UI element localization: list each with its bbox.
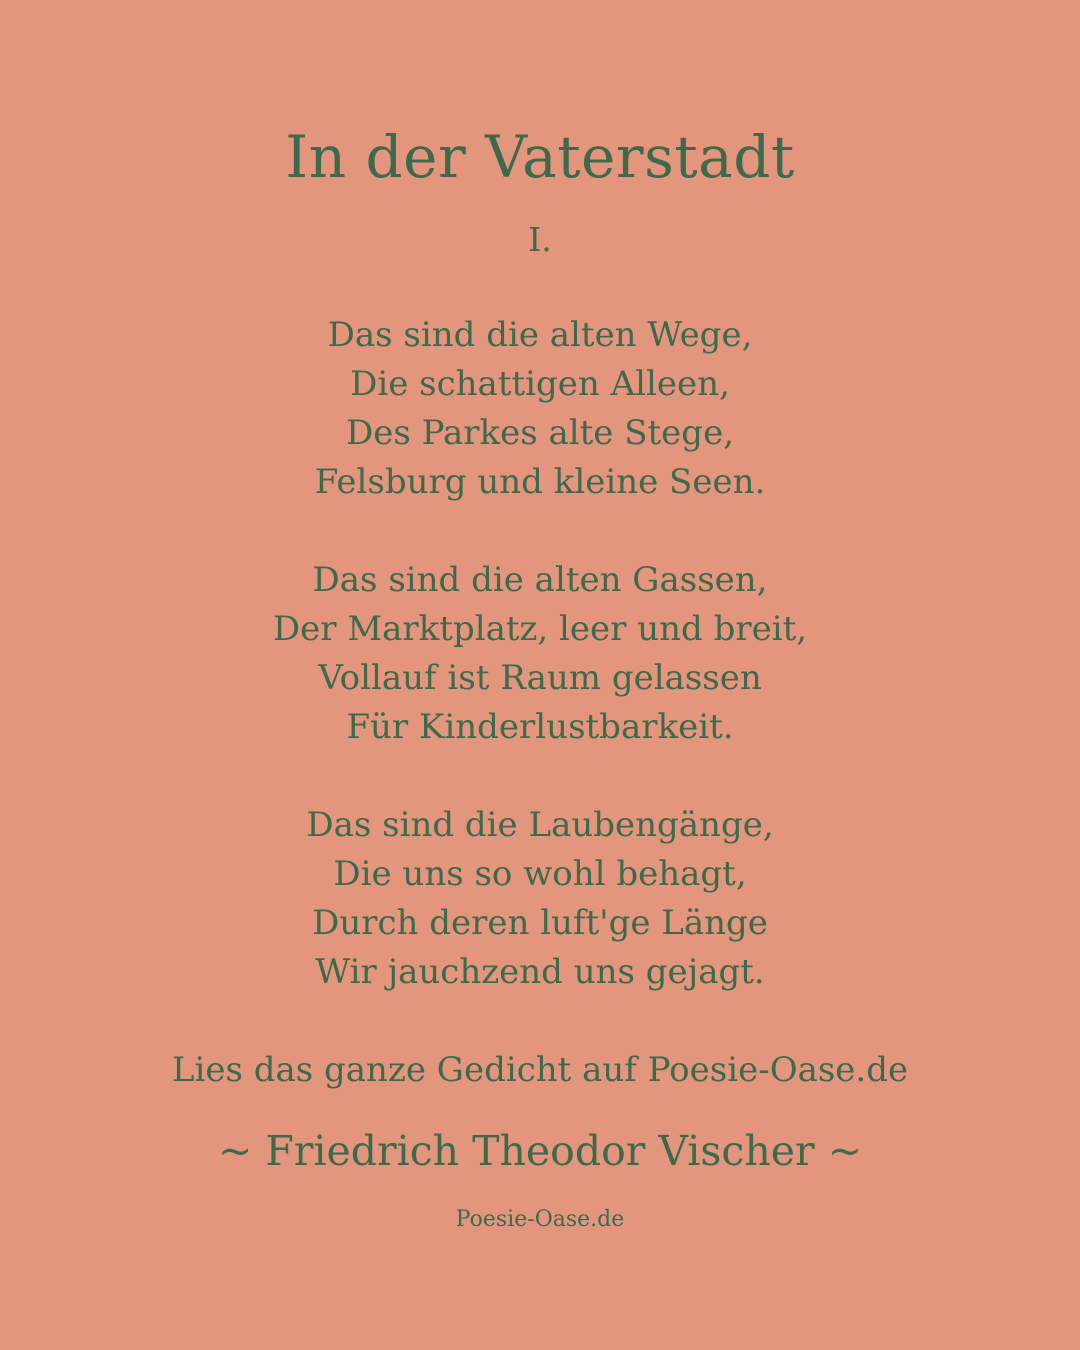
poem-line: Für Kinderlustbarkeit. (346, 707, 734, 747)
poem-line: Das sind die alten Gassen, (312, 560, 768, 600)
section-numeral: I. (528, 220, 552, 259)
poem-title: In der Vaterstadt (285, 123, 795, 191)
poem-line: Wir jauchzend uns gejagt. (315, 952, 765, 992)
poem-line: Vollauf ist Raum gelassen (318, 658, 762, 698)
site-watermark: Poesie-Oase.de (455, 1207, 625, 1232)
stanza-1 (0, 311, 1080, 507)
poem-line: Der Marktplatz, leer und breit, (272, 609, 808, 649)
stanza-3 (0, 801, 1080, 997)
poem-line: Das sind die Laubengänge, (306, 805, 774, 845)
poem-line: Das sind die alten Wege, (327, 315, 753, 355)
poem-line: Die uns so wohl behagt, (333, 854, 747, 894)
poem-line: Die schattigen Alleen, (350, 364, 730, 404)
poem-line: Des Parkes alte Stege, (346, 413, 734, 453)
poem-line: Durch deren luft'ge Länge (312, 903, 768, 943)
author-name: ~ Friedrich Theodor Vischer ~ (217, 1127, 863, 1175)
poem-line: Felsburg und kleine Seen. (314, 462, 766, 502)
stanza-2 (0, 556, 1080, 752)
read-full-poem-text: Lies das ganze Gedicht auf Poesie-Oase.de (171, 1050, 909, 1090)
